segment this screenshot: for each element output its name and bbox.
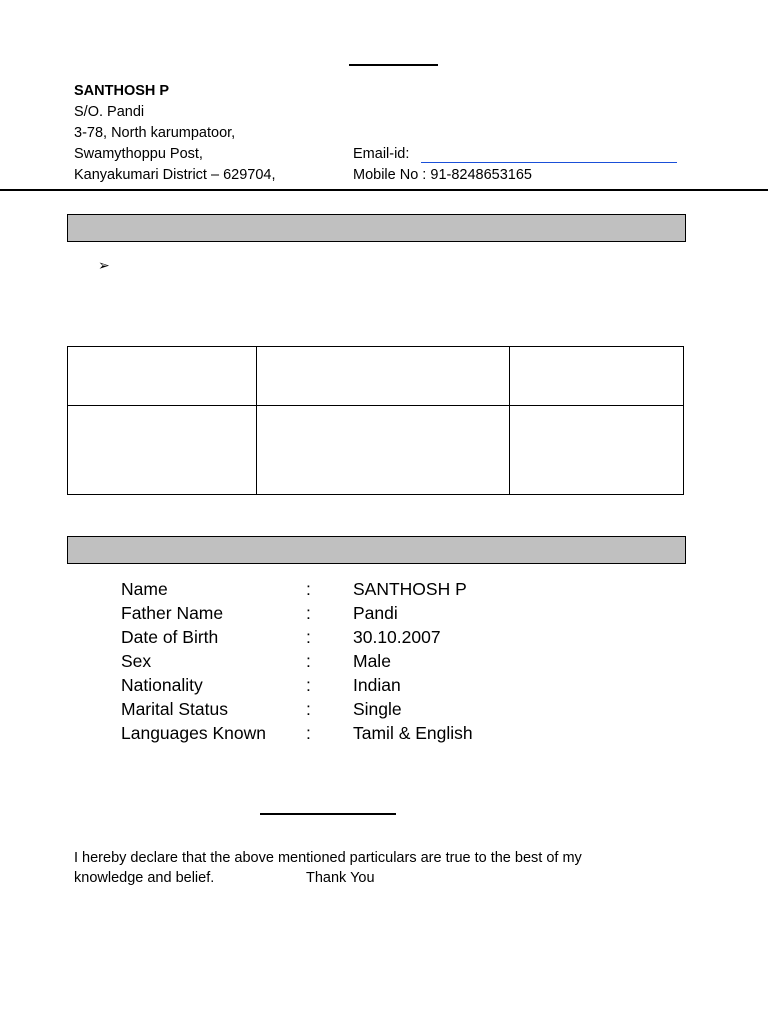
address-line: Swamythoppu Post, — [74, 146, 203, 162]
detail-value: Indian — [353, 675, 401, 695]
table-cell — [510, 406, 684, 495]
detail-label: Nationality — [121, 675, 203, 695]
personal-detail-row — [0, 697, 768, 721]
personal-detail-row — [0, 721, 768, 745]
section-heading-bar-objective — [67, 214, 686, 242]
personal-detail-row — [0, 649, 768, 673]
table-cell — [257, 406, 510, 495]
address-line: 3-78, North karumpatoor, — [74, 125, 236, 141]
section-heading-bar-personal — [67, 536, 686, 564]
top-title-rule — [349, 64, 438, 66]
table-cell — [68, 347, 257, 406]
table-row — [68, 347, 684, 406]
detail-label: Marital Status — [121, 699, 228, 719]
thank-you-text: Thank You — [306, 870, 375, 886]
address-line: S/O. Pandi — [74, 104, 145, 120]
personal-detail-row — [0, 673, 768, 697]
email-label: Email-id: — [353, 146, 410, 162]
detail-label: Languages Known — [121, 723, 266, 743]
personal-detail-row — [0, 625, 768, 649]
detail-colon: : — [306, 627, 311, 647]
detail-colon: : — [306, 603, 311, 623]
detail-label: Name — [121, 579, 168, 599]
table-cell — [510, 347, 684, 406]
objective-bullet-icon: ➢ — [98, 257, 110, 273]
declaration-line-2 — [74, 868, 375, 888]
mobile-number — [353, 166, 532, 184]
email-link-underline[interactable] — [421, 162, 677, 163]
detail-colon: : — [306, 723, 311, 743]
personal-detail-row — [0, 601, 768, 625]
detail-value: SANTHOSH P — [353, 579, 467, 599]
candidate-name: SANTHOSH P — [74, 83, 170, 99]
mobile-value: 91-8248653165 — [430, 167, 532, 183]
detail-label: Father Name — [121, 603, 224, 623]
address-line: Kanyakumari District – 629704, — [74, 167, 276, 183]
table-cell — [68, 406, 257, 495]
declaration-line-1: I hereby declare that the above mentioned particulars are true to the best of my — [74, 850, 582, 866]
detail-colon: : — [306, 699, 311, 719]
detail-colon: : — [306, 675, 311, 695]
education-table — [67, 346, 684, 495]
table-row — [68, 406, 684, 495]
declaration-text: knowledge and belief. — [74, 870, 215, 886]
detail-label: Date of Birth — [121, 627, 219, 647]
personal-detail-row — [0, 577, 768, 601]
detail-value: Pandi — [353, 603, 398, 623]
detail-value: Single — [353, 699, 402, 719]
declaration-heading-rule — [260, 813, 396, 815]
header-divider — [0, 189, 768, 191]
detail-value: Tamil & English — [353, 723, 473, 743]
table-cell — [257, 347, 510, 406]
detail-value: Male — [353, 651, 391, 671]
detail-label: Sex — [121, 651, 152, 671]
detail-colon: : — [306, 579, 311, 599]
detail-value: 30.10.2007 — [353, 627, 441, 647]
mobile-label: Mobile No : — [353, 167, 427, 183]
detail-colon: : — [306, 651, 311, 671]
